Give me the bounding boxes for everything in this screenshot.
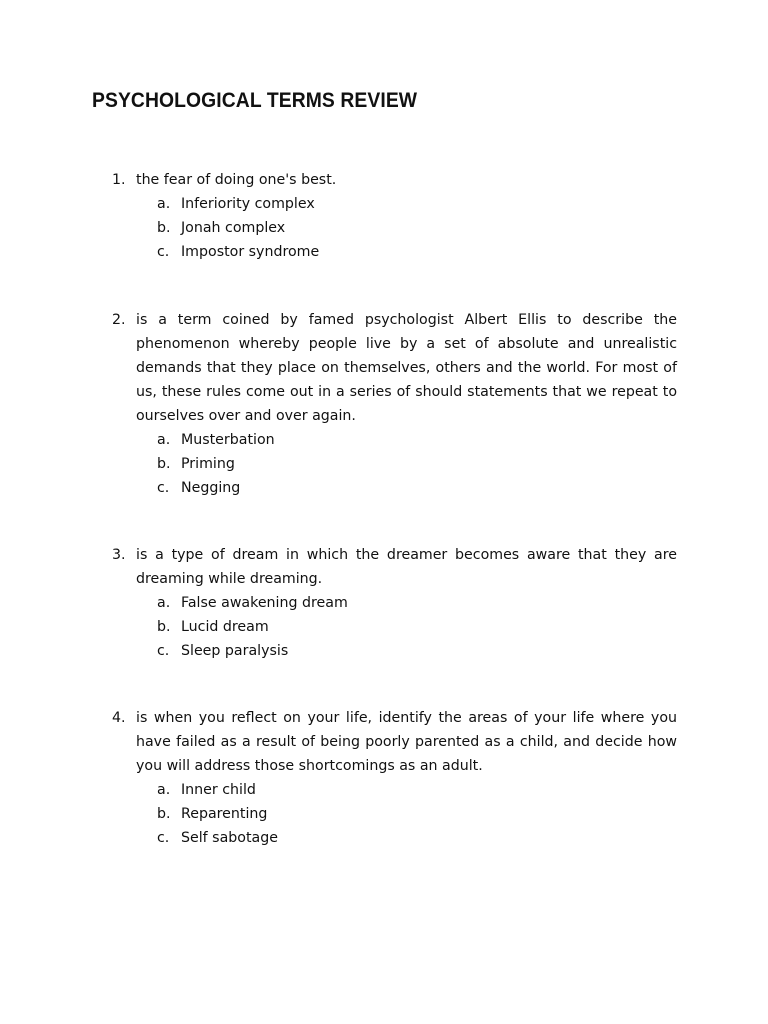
document-title: PSYCHOLOGICAL TERMS REVIEW [92,89,418,112]
question-text: is when you reflect on your life, identify the areas of your life where you have failed as a result of being poorly parented as a child, and decide how you will address those shortcomings as an adult. [136,710,677,774]
option-text: Reparenting [181,806,268,822]
question-2 [112,308,677,500]
question-1 [112,168,677,264]
option-letter: b. [157,806,171,822]
option-list [157,428,677,500]
option-text: Sleep paralysis [181,643,289,659]
option-letter: b. [157,456,171,472]
option-text: False awakening dream [181,595,348,611]
option-letter: b. [157,619,171,635]
question-text: is a term coined by famed psychologist Albert Ellis to describe the phenomenon whereby people live by a set of absolute and unrealistic demands that they place on themselves, others and the world. For most of us, these rules come out in a series of should statements that we repeat to ourselves over and over again. [136,312,677,424]
question-text: is a type of dream in which the dreamer becomes aware that they are dreaming while dreaming. [136,547,677,587]
option-list [157,591,677,663]
question-number: 2. [112,312,126,328]
option-a [157,591,677,615]
option-letter: a. [157,782,171,798]
option-letter: c. [157,480,170,496]
option-b [157,615,677,639]
option-text: Jonah complex [181,220,286,236]
option-text: Inferiority complex [181,196,315,212]
option-text: Negging [181,480,241,496]
question-number: 1. [112,172,126,188]
option-b [157,216,677,240]
option-letter: a. [157,196,171,212]
question-text: the fear of doing one's best. [136,172,337,188]
option-c [157,826,677,850]
option-list [157,778,677,850]
option-text: Musterbation [181,432,275,448]
option-a [157,192,677,216]
option-c [157,476,677,500]
option-letter: a. [157,432,171,448]
option-a [157,428,677,452]
question-number: 3. [112,547,126,563]
option-letter: c. [157,244,170,260]
option-b [157,802,677,826]
question-3 [112,543,677,663]
option-letter: b. [157,220,171,236]
option-c [157,639,677,663]
option-c [157,240,677,264]
option-a [157,778,677,802]
option-list [157,192,677,264]
option-b [157,452,677,476]
option-text: Lucid dream [181,619,269,635]
question-number: 4. [112,710,126,726]
option-text: Inner child [181,782,256,798]
option-letter: a. [157,595,171,611]
option-letter: c. [157,830,170,846]
option-text: Impostor syndrome [181,244,320,260]
option-text: Self sabotage [181,830,278,846]
option-text: Priming [181,456,235,472]
option-letter: c. [157,643,170,659]
question-4 [112,706,677,850]
